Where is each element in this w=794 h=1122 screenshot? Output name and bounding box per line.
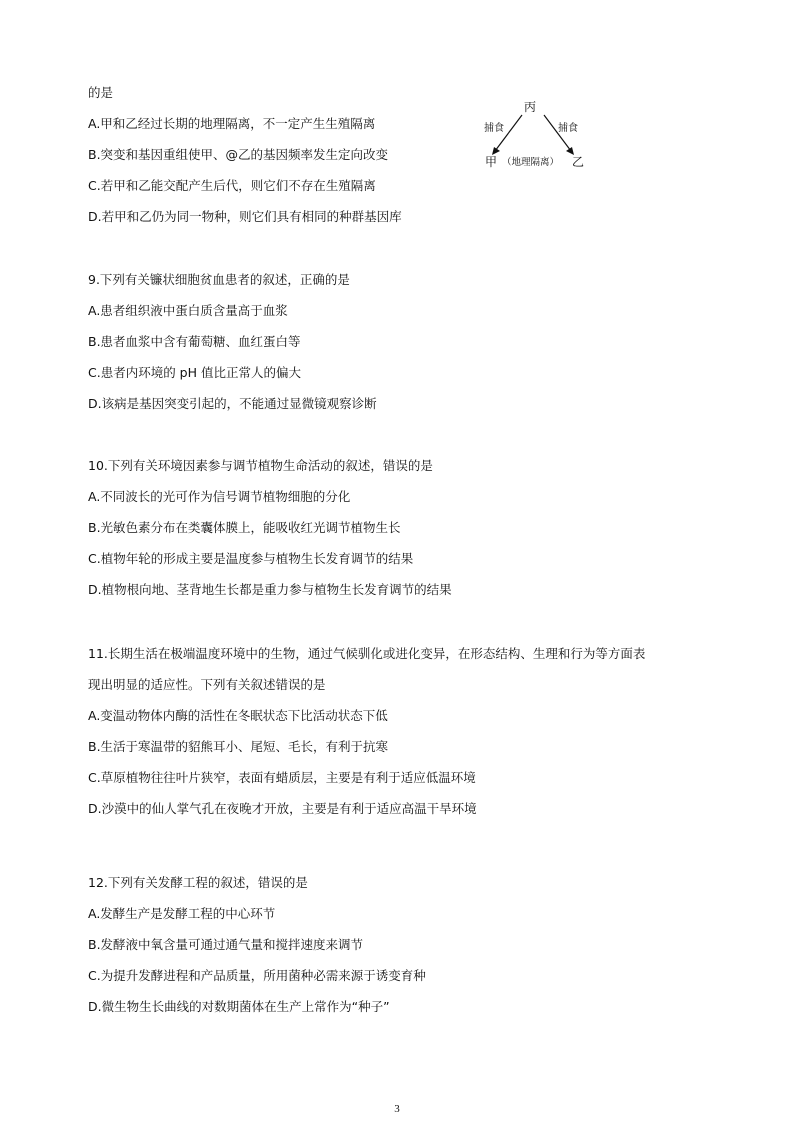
q10-option-c: C.植物年轮的形成主要是温度参与植物生长发育调节的结果 — [88, 551, 414, 566]
q12-option-c: C.为提升发酵进程和产品质量，所用菌种必需来源于诱变育种 — [88, 968, 426, 983]
q8-option-d: D.若甲和乙仍为同一物种，则它们具有相同的种群基因库 — [88, 209, 402, 224]
page-number: 3 — [394, 1103, 400, 1115]
diagram-arrowhead-right — [566, 147, 574, 155]
q8-option-a: A.甲和乙经过长期的地理隔离，不一定产生生殖隔离 — [88, 116, 376, 131]
diagram-node-jia: 甲 — [485, 155, 498, 169]
diagram-label-geographic-isolation: （地理隔离） — [502, 157, 560, 168]
q9-stem: 9.下列有关镰状细胞贫血患者的叙述，正确的是 — [88, 272, 350, 287]
q8-option-b: B.突变和基因重组使甲、@乙的基因频率发生定向改变 — [88, 147, 389, 162]
q11-option-d: D.沙漠中的仙人掌气孔在夜晚才开放，主要是有利于适应高温干旱环境 — [88, 801, 477, 816]
q9-option-d: D.该病是基因突变引起的，不能通过显微镜观察诊断 — [88, 396, 377, 411]
q12-option-a: A.发酵生产是发酵工程的中心环节 — [88, 906, 276, 921]
q11-option-c: C.草原植物往往叶片狭窄，表面有蜡质层，主要是有利于适应低温环境 — [88, 770, 476, 785]
diagram-label-left-predation: 捕食 — [484, 123, 504, 134]
diagram-node-bing: 丙 — [524, 100, 537, 114]
q8-option-c: C.若甲和乙能交配产生后代，则它们不存在生殖隔离 — [88, 178, 376, 193]
q8-stem-tail: 的是 — [88, 85, 114, 100]
q9-option-b: B.患者血浆中含有葡萄糖、血红蛋白等 — [88, 334, 301, 349]
q11-stem-line-1: 11.长期生活在极端温度环境中的生物，通过气候驯化或进化变异，在形态结构、生理和行为等方面表 — [88, 646, 646, 661]
diagram-node-yi: 乙 — [572, 155, 585, 169]
q10-option-a: A.不同波长的光可作为信号调节植物细胞的分化 — [88, 489, 351, 504]
q11-option-b: B.生活于寒温带的貂熊耳小、尾短、毛长，有利于抗寒 — [88, 739, 389, 754]
q11-option-a: A.变温动物体内酶的活性在冬眠状态下比活动状态下低 — [88, 708, 388, 723]
q10-option-d: D.植物根向地、茎背地生长都是重力参与植物生长发育调节的结果 — [88, 582, 452, 597]
q10-stem: 10.下列有关环境因素参与调节植物生命活动的叙述，错误的是 — [88, 458, 433, 473]
diagram-label-right-predation: 捕食 — [558, 123, 578, 134]
q9-option-c: C.患者内环境的 pH 值比正常人的偏大 — [88, 365, 301, 380]
q10-option-b: B.光敏色素分布在类囊体膜上，能吸收红光调节植物生长 — [88, 520, 401, 535]
diagram-arrowhead-left — [492, 147, 500, 155]
q11-stem-line-2: 现出明显的适应性。下列有关叙述错误的是 — [88, 677, 326, 692]
predation-diagram — [484, 97, 596, 177]
q9-option-a: A.患者组织液中蛋白质含量高于血浆 — [88, 303, 288, 318]
q12-stem: 12.下列有关发酵工程的叙述，错误的是 — [88, 875, 308, 890]
q12-option-d: D.微生物生长曲线的对数期菌体在生产上常作为“种子” — [88, 999, 390, 1014]
q12-option-b: B.发酵液中氧含量可通过通气量和搅拌速度来调节 — [88, 937, 364, 952]
